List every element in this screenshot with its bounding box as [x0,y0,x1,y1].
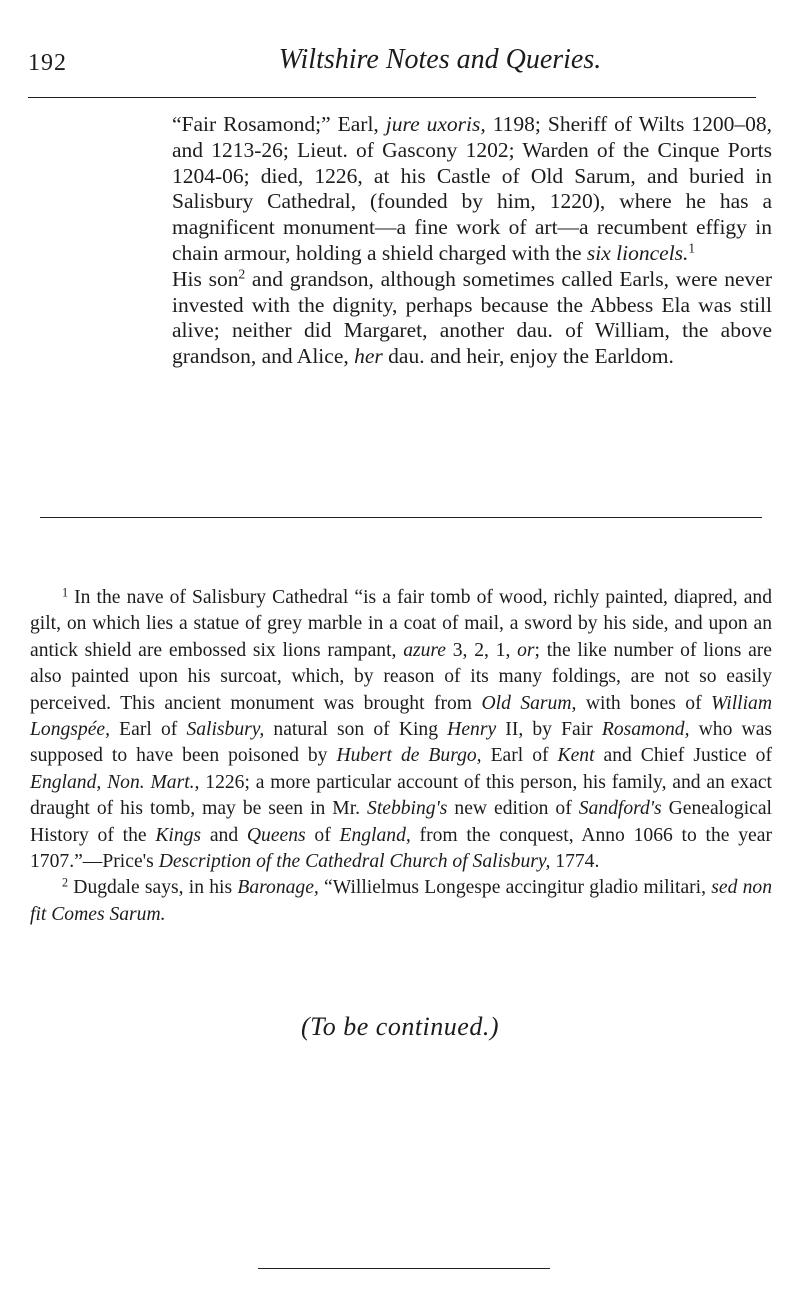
text-span: Earl of [110,719,187,741]
italic-span: sed non fit Comes Sarum. [30,877,772,925]
italic-span: her [354,344,383,369]
italic-span: jure uxoris, [385,112,486,136]
text-span: from the conquest, Anno 1066 to the year 1707.”—Price's [30,824,772,873]
text-span: and grandson, although sometimes called Earls, were never invested with the dignity, perhaps because the Abbess Ela was still alive; neither did Margaret, another dau. of William, the above grandson, and Alice, [172,266,772,369]
page-header [0,44,800,88]
main-text [172,112,772,370]
text-span: 1774. [550,851,600,873]
text-span: In the nave of Salisbury Cathedral “is a fair tomb of wood, richly painted, diapred, and gilt, on which lies a statue of grey marble in a coat of mail, a sword by his side, and upon an antick shield are embossed six lions rampant, [30,587,772,661]
italic-span: Baronage, [237,877,319,899]
text-span: II, by Fair [496,719,602,741]
text-span: 1198; Sheriff of Wilts 1200–08, and 1213-26; Lieut. of Gascony 1202; Warden of the Cinque Ports 1204-06; died, 1226, at his Castle of Old Sarum, and buried in Salisbury Cathedral, (founded by him, 1220), where he has a magnificent monument—a fine work of art—a recumbent effigy in chain armour, holding a shield charged with the [172,112,773,265]
text-span: 1226; a more particular account of this person, his family, and an exact draught of his tomb, may be seen in Mr. [30,771,772,820]
running-title: Wiltshire Notes and Queries. [278,44,602,75]
text-span: with bones of [576,692,712,714]
italic-span: Stebbing's [367,798,448,820]
text-span: ; the like number of lions are also painted upon his surcoat, which, by reason of its many foldings, are not so easily perceived. This ancient monument was brought from [30,639,772,714]
text-span: natural son of King [264,719,448,741]
text-span: Genealogical History of the [30,798,772,846]
italic-span: Old Sarum, [481,692,577,714]
italic-span: Kings [155,824,202,846]
paragraph-2 [172,267,772,370]
italic-span: Sandford's [578,798,662,820]
footnote-mark-1: 1 [62,585,69,600]
text-span: “Fair Rosamond;” Earl, [172,112,386,136]
italic-span: England, [339,824,411,846]
text-span: of [305,824,340,846]
footnote-mark-2: 2 [62,875,69,890]
italic-span: William Longspée, [30,692,772,741]
end-rule [258,1268,550,1269]
text-span: new edition of [447,798,579,820]
text-span: “Willielmus Longespe accingitur gladio militari, [318,877,712,899]
italic-span: Salisbury, [186,719,265,741]
italic-span: England, [30,771,102,793]
italic-span: Description of the Cathedral Church of Salisbury, [158,851,551,873]
footnotes [30,585,772,928]
to-be-continued: (To be continued.) [301,1012,499,1041]
footnote-ref-1: 1 [688,240,696,256]
footnote-1 [30,585,772,875]
italic-span: Rosamond, [601,719,690,741]
text-span: 3, 2, 1, [446,639,518,661]
text-span: and Chief Justice of [594,745,772,767]
paragraph-1 [172,112,772,267]
italic-span: six lioncels. [586,240,689,265]
footnote-2 [30,875,772,928]
italic-span: Queens [246,824,306,846]
italic-span: Kent [557,745,595,767]
text-span: Dugdale says, in his [68,877,238,899]
text-span: dau. and heir, enjoy the Earldom. [382,344,674,369]
italic-span: or [517,639,535,661]
page-number: 192 [28,50,67,76]
italic-span: Hubert de Burgo, [336,745,482,767]
text-span: who was supposed to have been poisoned by [30,719,773,767]
italic-span: azure [403,639,447,661]
italic-span: Henry [447,719,497,741]
footnote-ref-2: 2 [238,266,246,282]
italic-span: Non. Mart., [107,771,200,793]
text-span: Earl of [481,745,558,767]
header-rule [28,97,756,98]
footnote-separator [40,517,762,518]
text-span: His son [172,266,239,291]
text-span: and [201,824,247,846]
